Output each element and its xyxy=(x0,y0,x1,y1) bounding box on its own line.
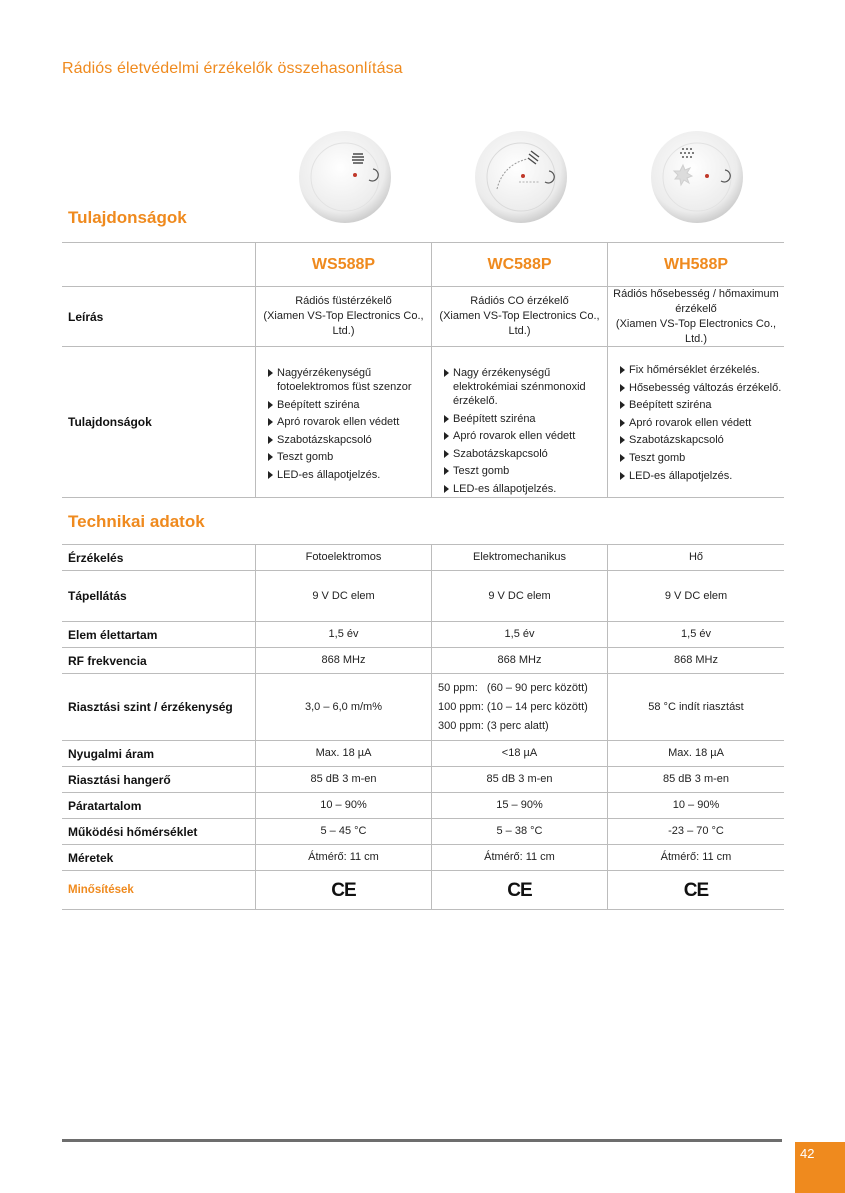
row-label-power-supply: Tápellátás xyxy=(68,589,127,603)
feature-list-wc588p xyxy=(442,366,604,500)
ce-mark-text: CE xyxy=(331,879,356,901)
description-line: Rádiós hősebesség / hőmaximum xyxy=(613,287,779,300)
row-label-operating-temperature: Működési hőmérséklet xyxy=(68,824,198,839)
table-cell: <18 µA xyxy=(501,747,538,759)
feature-item: Teszt gomb xyxy=(618,451,782,465)
table-cell: 868 MHz xyxy=(321,654,366,666)
description-cell-wh588p xyxy=(608,287,784,346)
table-cell: -23 – 70 °C xyxy=(668,825,724,837)
feature-item: Szabotázskapcsoló xyxy=(442,447,604,461)
table-cell: Átmérő: 11 cm xyxy=(484,851,555,863)
feature-item: LED-es állapotjelzés. xyxy=(442,482,604,496)
model-header-wc588p: WC588P xyxy=(487,255,552,273)
row-label-standby-current: Nyugalmi áram xyxy=(68,746,155,761)
feature-item: Beépített sziréna xyxy=(266,398,426,412)
description-line: Rádiós CO érzékelő xyxy=(470,295,569,307)
row-label-dimensions: Méretek xyxy=(68,850,114,865)
table-rule xyxy=(62,497,784,498)
table-cell: 1,5 év xyxy=(328,628,359,640)
feature-item: Fix hőmérséklet érzékelés. xyxy=(618,363,782,377)
table-cell: Max. 18 µA xyxy=(668,747,724,759)
feature-list-wh588p xyxy=(618,363,782,486)
feature-item: LED-es állapotjelzés. xyxy=(266,468,426,482)
table-cell: 1,5 év xyxy=(681,628,711,640)
table-cell-multiline xyxy=(438,674,603,740)
feature-item: Nagyérzékenységű fotoelektromos füst szenzor xyxy=(266,366,426,394)
feature-item: Apró rovarok ellen védett xyxy=(442,429,604,443)
ws588p-smoke-detector-image xyxy=(297,129,393,225)
ppm-line: 50 ppm: (60 – 90 perc között) xyxy=(438,681,588,694)
row-label-rf-frequency: RF frekvencia xyxy=(68,653,147,668)
row-label-certifications: Minősítések xyxy=(68,884,134,896)
page-number: 42 xyxy=(795,1142,845,1193)
feature-item: Teszt gomb xyxy=(266,450,426,464)
feature-item: Hősebesség változás érzékelő. xyxy=(618,381,782,395)
table-rule xyxy=(62,909,784,910)
description-line: (Xiamen VS-Top Electronics Co., Ltd.) xyxy=(439,310,600,337)
model-header-wh588p: WH588P xyxy=(663,255,729,273)
row-label-battery-life: Elem élettartam xyxy=(68,627,158,642)
table-cell: Átmérő: 11 cm xyxy=(308,851,379,863)
feature-list-ws588p xyxy=(266,366,426,486)
table-cell: 9 V DC elem xyxy=(488,589,551,602)
table-cell: 3,0 – 6,0 m/m% xyxy=(304,700,383,713)
ce-mark-icon xyxy=(608,871,784,909)
table-cell: 868 MHz xyxy=(673,654,719,666)
feature-item: Apró rovarok ellen védett xyxy=(618,416,782,430)
ce-mark-icon xyxy=(432,871,607,909)
description-line: (Xiamen VS-Top Electronics Co., Ltd.) xyxy=(263,310,424,337)
table-cell: Elektromechanikus xyxy=(473,551,566,563)
model-header-ws588p: WS588P xyxy=(311,255,376,273)
table-cell: 9 V DC elem xyxy=(312,589,375,602)
ppm-line: 300 ppm: (3 perc alatt) xyxy=(438,719,549,732)
wc588p-co-detector-image xyxy=(473,129,569,225)
table-cell: 85 dB 3 m-en xyxy=(310,773,377,785)
row-label-humidity: Páratartalom xyxy=(68,798,142,813)
table-cell: 85 dB 3 m-en xyxy=(486,773,553,785)
footer-rule xyxy=(62,1139,782,1142)
table-cell: 868 MHz xyxy=(497,654,542,666)
row-label-alarm-volume: Riasztási hangerő xyxy=(68,772,171,787)
table-cell: 85 dB 3 m-en xyxy=(662,773,730,785)
table-cell: Átmérő: 11 cm xyxy=(660,851,732,863)
table-cell: 1,5 év xyxy=(504,628,535,640)
page-title: Rádiós életvédelmi érzékelők összehasonlítása xyxy=(62,60,403,77)
row-label-alarm-sensitivity: Riasztási szint / érzékenység xyxy=(68,700,233,714)
feature-item: Beépített sziréna xyxy=(442,412,604,426)
table-cell: 10 – 90% xyxy=(672,799,720,811)
feature-item: Nagy érzékenységű elektrokémiai szénmonoxid érzékelő. xyxy=(442,366,604,408)
table-cell: Fotoelektromos xyxy=(305,551,382,563)
ppm-line: 100 ppm: (10 – 14 perc között) xyxy=(438,700,588,713)
table-cell: Max. 18 µA xyxy=(315,747,372,759)
feature-item: Szabotázskapcsoló xyxy=(266,433,426,447)
row-label-sensing: Érzékelés xyxy=(68,550,124,565)
description-line: (Xiamen VS-Top Electronics Co., Ltd.) xyxy=(615,317,777,345)
table-cell: 9 V DC elem xyxy=(664,589,728,602)
description-cell-wc588p xyxy=(432,287,607,346)
row-label-features: Tulajdonságok xyxy=(68,415,152,429)
table-cell: Hő xyxy=(688,551,704,563)
table-cell: 15 – 90% xyxy=(496,799,543,811)
table-cell: 5 – 38 °C xyxy=(496,825,543,837)
feature-item: Beépített sziréna xyxy=(618,398,782,412)
table-cell: 58 °C indít riasztást xyxy=(648,700,744,713)
table-cell: 5 – 45 °C xyxy=(320,825,367,837)
description-cell-ws588p xyxy=(256,287,431,346)
description-line: Rádiós füstérzékelő xyxy=(295,295,392,307)
feature-item: Apró rovarok ellen védett xyxy=(266,415,426,429)
row-label-description: Leírás xyxy=(68,309,104,324)
feature-item: LED-es állapotjelzés. xyxy=(618,469,782,483)
ce-mark-text: CE xyxy=(683,879,709,901)
wh588p-heat-detector-image xyxy=(649,129,745,225)
ce-mark-text: CE xyxy=(507,879,532,901)
ce-mark-icon xyxy=(256,871,431,909)
description-line: érzékelő xyxy=(675,302,717,315)
properties-section-heading: Tulajdonságok xyxy=(68,208,187,227)
table-cell: 10 – 90% xyxy=(320,799,367,811)
feature-item: Teszt gomb xyxy=(442,464,604,478)
feature-item: Szabotázskapcsoló xyxy=(618,433,782,447)
technical-section-heading: Technikai adatok xyxy=(68,512,205,531)
